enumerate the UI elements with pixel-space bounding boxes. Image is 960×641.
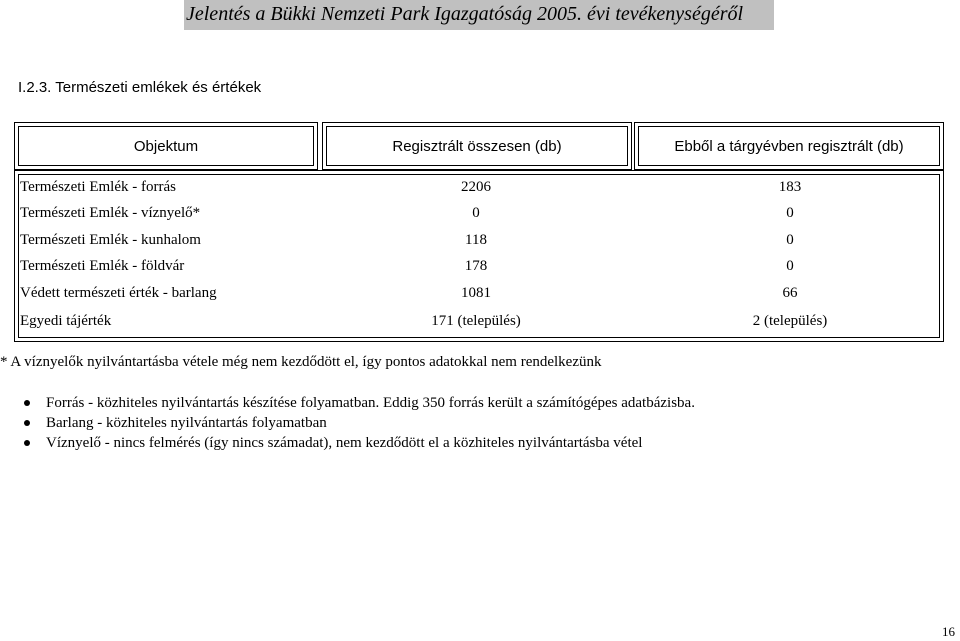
table-row (20, 254, 936, 280)
row-registered-total: 118 (465, 232, 487, 248)
column-header-object: Objektum (18, 126, 314, 166)
table-row (20, 201, 936, 227)
row-registered-this-year: 0 (786, 232, 794, 248)
row-object-name: Egyedi tájérték (20, 313, 112, 329)
column-header-registered-total: Regisztrált összesen (db) (326, 126, 628, 166)
table-row (20, 309, 936, 335)
row-registered-total: 171 (település) (431, 313, 521, 329)
list-item (14, 393, 695, 413)
table-row (20, 175, 936, 201)
table-row (20, 228, 936, 254)
table-row (20, 281, 936, 307)
page-number: 16 (942, 624, 955, 639)
column-header-registered-this-year: Ebből a tárgyévben regisztrált (db) (638, 126, 940, 166)
row-object-name: Természeti Emlék - forrás (20, 179, 176, 195)
list-item (14, 433, 695, 453)
row-object-name: Természeti Emlék - víznyelő* (20, 205, 201, 221)
list-item (14, 413, 695, 433)
row-registered-this-year: 2 (település) (752, 313, 828, 329)
row-registered-this-year: 0 (786, 205, 794, 221)
note-text: Víznyelő - nincs felmérés (így nincs számadat), nem kezdődött el a közhiteles nyilvántartásba vétel (46, 435, 643, 451)
row-object-name: Védett természeti érték - barlang (20, 285, 217, 301)
row-registered-total: 2206 (461, 179, 491, 195)
document-header-title: Jelentés a Bükki Nemzeti Park Igazgatóság 2005. évi tevékenységéről (186, 3, 744, 25)
section-title: I.2.3. Természeti emlékek és értékek (18, 79, 262, 96)
notes-list (14, 393, 695, 453)
row-registered-this-year: 183 (778, 179, 802, 195)
row-registered-this-year: 66 (782, 285, 798, 301)
row-registered-total: 1081 (461, 285, 491, 301)
table-footnote: * A víznyelők nyilvántartásba vétele még nem kezdődött el, így pontos adatokkal nem rendelkezünk (0, 354, 602, 370)
row-registered-total: 0 (472, 205, 480, 221)
row-registered-total: 178 (464, 258, 488, 274)
bullet-icon (24, 440, 30, 446)
row-registered-this-year: 0 (786, 258, 794, 274)
note-text: Barlang - közhiteles nyilvántartás folyamatban (46, 415, 327, 431)
row-object-name: Természeti Emlék - kunhalom (20, 232, 201, 248)
row-object-name: Természeti Emlék - földvár (20, 258, 185, 274)
note-text: Forrás - közhiteles nyilvántartás készítése folyamatban. Eddig 350 forrás került a számítógépes adatbázisba. (46, 395, 695, 411)
bullet-icon (24, 400, 30, 406)
bullet-icon (24, 420, 30, 426)
